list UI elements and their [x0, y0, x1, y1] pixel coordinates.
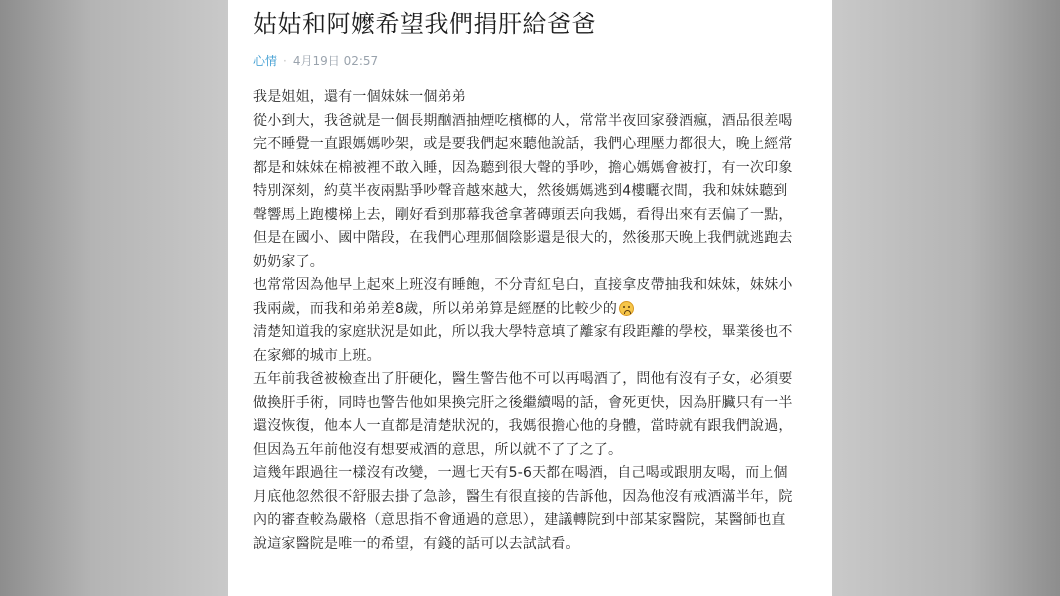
body-line: 從小到大，我爸就是一個長期酗酒抽煙吃檳榔的人，常常半夜回家發酒瘋，酒品很差喝: [253, 112, 793, 129]
body-line: 內的審查較為嚴格（意思指不會通過的意思），建議轉院到中部某家醫院，某醫師也直: [253, 512, 786, 528]
body-line: 在家鄉的城市上班。: [253, 347, 381, 364]
body-line: 做換肝手術，同時也警告他如果換完肝之後繼續喝的話，會死更快，因為肝臟只有一半: [253, 394, 793, 411]
body-line: 完不睡覺一直跟媽媽吵架，或是要我們起來聽他說話，我們心理壓力都很大，晚上經常: [253, 136, 793, 152]
body-line-with-emoji: [253, 298, 810, 322]
body-line-text: 我兩歲，而我和弟弟差8歲，所以弟弟算是經歷的比較少的: [253, 300, 618, 317]
body-line: 奶奶家了。: [253, 253, 324, 270]
body-line: 都是和妹妹在棉被裡不敢入睡，因為聽到很大聲的爭吵，擔心媽媽會被打，有一次印象: [253, 159, 793, 176]
post-card: [228, 0, 832, 596]
post-body: [253, 86, 810, 556]
body-line: 這幾年跟過往一樣沒有改變，一週七天有5-6天都在喝酒，自己喝或跟朋友喝，而上個: [253, 465, 788, 481]
body-line: 月底他忽然很不舒服去掛了急診，醫生有很直接的告訴他，因為他沒有戒酒滿半年，院: [253, 488, 793, 505]
blurred-background-left: [0, 0, 228, 596]
body-line: 我是姐姐，還有一個妹妹一個弟弟: [253, 89, 466, 105]
meta-separator: ·: [283, 54, 287, 68]
disappointed-face-icon: [619, 301, 634, 316]
blurred-background-right: [832, 0, 1060, 596]
post-meta: [253, 52, 810, 70]
body-line: 特別深刻，約莫半夜兩點爭吵聲音越來越大，然後媽媽逃到4樓曬衣間，我和妹妹聽到: [253, 183, 788, 199]
body-line: 也常常因為他早上起來上班沒有睡飽，不分青紅皂白，直接拿皮帶抽我和妹妹，妹妹小: [253, 277, 793, 293]
post-date: 4月19日 02:57: [292, 54, 379, 68]
body-line: 還沒恢復，他本人一直都是清楚狀況的，我媽很擔心他的身體，當時就有跟我們說過，: [253, 418, 793, 434]
body-line: 清楚知道我的家庭狀況是如此，所以我大學特意填了離家有段距離的學校，畢業後也不: [253, 324, 793, 340]
body-line: 聲響馬上跑樓梯上去，剛好看到那幕我爸拿著磚頭丟向我媽，看得出來有丟偏了一點，: [253, 206, 793, 223]
body-line: 但是在國小、國中階段，在我們心理那個陰影還是很大的，然後那天晚上我們就逃跑去: [253, 230, 793, 246]
category-link[interactable]: 心情: [253, 54, 278, 68]
body-line: 但因為五年前他沒有想要戒酒的意思，所以就不了了之了。: [253, 441, 623, 458]
body-line: 五年前我爸被檢查出了肝硬化，醫生警告他不可以再喝酒了，問他有沒有子女，必須要: [253, 371, 793, 387]
post-title: 姑姑和阿嬤希望我們捐肝給爸爸: [253, 10, 596, 38]
body-line: 說這家醫院是唯一的希望，有錢的話可以去試試看。: [253, 535, 580, 552]
